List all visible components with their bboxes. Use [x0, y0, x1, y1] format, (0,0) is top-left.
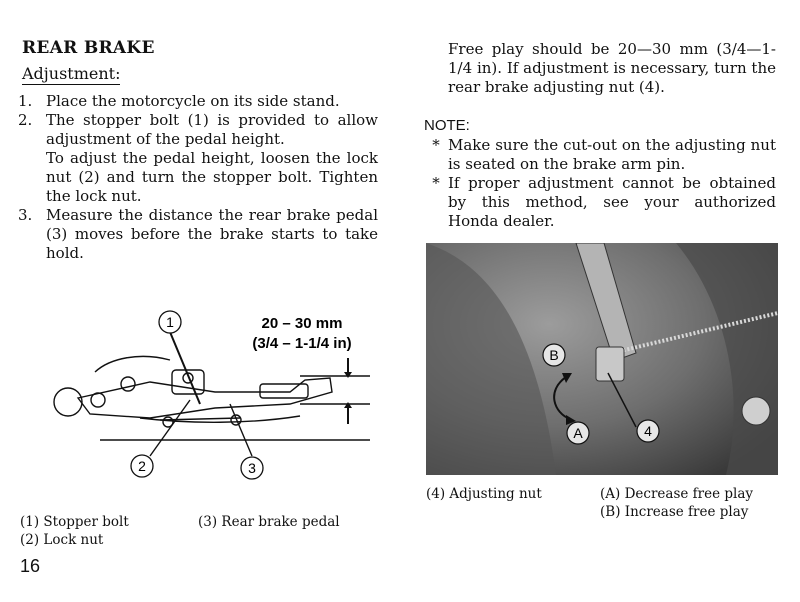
leader-2: [150, 400, 190, 456]
dimension-arrowhead-bottom: [344, 402, 352, 408]
brake-arm-photo: [426, 243, 778, 475]
pivot-bolt-upper: [121, 377, 135, 391]
label-a: A: [573, 425, 583, 441]
pedal-pad: [260, 384, 308, 398]
note-bullet: *: [432, 174, 440, 192]
step-paragraph: Measure the distance the rear brake pedal (3) moves before the brake starts to take hold.: [46, 206, 378, 262]
dimension-arrowhead-top: [344, 372, 352, 378]
free-play-paragraph: Free play should be 20—30 mm (3/4—1-1/4 in). If adjustment is necessary, turn the rear brake adjusting nut (4).: [448, 40, 776, 96]
callout-3: 3: [248, 460, 256, 476]
section-title: REAR BRAKE: [22, 38, 155, 58]
note-label: NOTE:: [424, 117, 470, 134]
step-item: [18, 206, 378, 263]
step-paragraph: Place the motorcycle on its side stand.: [46, 92, 340, 110]
note-item: [424, 174, 776, 231]
caption-adjusting-nut: (4) Adjusting nut: [426, 486, 542, 502]
brake-pedal-diagram: [40, 300, 400, 500]
step-item: [18, 92, 378, 111]
step-body: [46, 206, 378, 263]
axle-bolt: [742, 397, 770, 425]
dimension-in: (3/4 – 1-1/4 in): [252, 335, 352, 352]
note-text: If proper adjustment cannot be obtained by this method, see your authorized Honda dealer.: [448, 174, 776, 230]
note-item: [424, 136, 776, 174]
step-number: 1.: [18, 92, 33, 110]
label-b: B: [549, 347, 559, 363]
step-paragraph: To adjust the pedal height, loosen the lock nut (2) and turn the stopper bolt. Tighten the lock nut.: [46, 149, 378, 205]
step-number: 3.: [18, 206, 33, 224]
caption-increase: (B) Increase free play: [600, 504, 749, 520]
section-subtitle: Adjustment:: [22, 64, 121, 83]
frame-curve: [95, 356, 170, 372]
pedal-ball: [54, 388, 82, 416]
caption-rear-brake-pedal: (3) Rear brake pedal: [198, 514, 340, 530]
page-number: 16: [20, 556, 41, 576]
step-item: [18, 111, 378, 206]
label-4: 4: [644, 423, 652, 439]
note-bullet: *: [432, 136, 440, 154]
pivot-bolt: [91, 393, 105, 407]
note-text: Make sure the cut-out on the adjusting nut is seated on the brake arm pin.: [448, 136, 776, 173]
callout-2: 2: [138, 458, 146, 474]
dimension-mm: 20 – 30 mm: [261, 315, 343, 332]
caption-stopper-bolt: (1) Stopper bolt: [20, 514, 129, 530]
step-paragraph: The stopper bolt (1) is provided to allow adjustment of the pedal height.: [46, 111, 378, 148]
caption-lock-nut: (2) Lock nut: [20, 532, 104, 548]
callout-1: 1: [166, 314, 174, 330]
step-number: 2.: [18, 111, 33, 129]
steps-list: [18, 92, 378, 263]
notes-list: [424, 136, 776, 231]
caption-decrease: (A) Decrease free play: [600, 486, 754, 502]
step-body: [46, 111, 378, 206]
leader-3: [230, 404, 252, 456]
step-body: [46, 92, 378, 111]
